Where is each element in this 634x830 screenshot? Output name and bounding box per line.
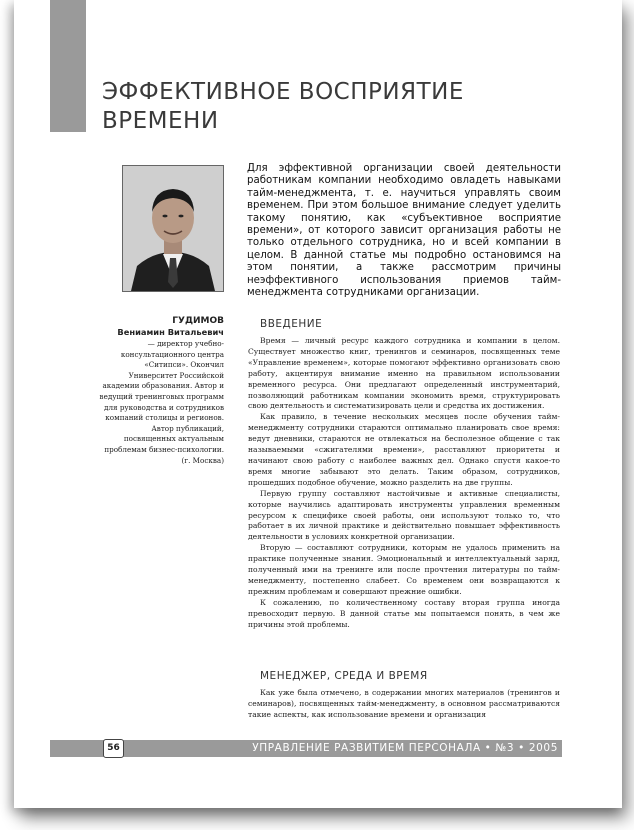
- header-tab: [50, 0, 86, 132]
- author-bio: — директор учебно-консультационного центра «Ситипси». Окончил Университет Российской академии образования. Автор и ведущий тренинговых программ для руководства и сотрудников компаний столицы и регионов. Автор публикаций, посвященных актуальным проблемам бизнес-психологии. (г. Москва): [99, 339, 224, 465]
- paragraph: Первую группу составляют настойчивые и активные специалисты, которые научились адаптировать инструменты управления временным ресурсом к специфике своей работы, они используют только то, что работает в их личной практике и действительно повышает эффективность деятельности в условиях конкретной организации.: [248, 488, 560, 542]
- section-heading-intro: ВВЕДЕНИЕ: [260, 318, 323, 330]
- magazine-page: [14, 0, 622, 808]
- article-title: ЭФФЕКТИВНОЕ ВОСПРИЯТИЕ ВРЕМЕНИ: [102, 79, 464, 134]
- article-lead: Для эффективной организации своей деятельности работникам компании необходимо овладеть навыками тайм-менеджмента, т. е. научиться управлять своим временем. При этом большое внимание следует уделить такому понятию, как «субъективное восприятие времени», от которого зависит организация работы не только отдельного сотрудника, но и всей компании в целом. В данной статье мы подробно остановимся на этом понятии, а также рассмотрим причины неэффективного использования приемов тайм-менеджмента сотрудниками организации.: [247, 163, 561, 299]
- page-number: 56: [103, 739, 124, 758]
- section-body-intro: [248, 336, 560, 630]
- section-body-manager: [248, 688, 560, 721]
- paragraph: Вторую — составляют сотрудники, которым не удалось применить на практике полученные знания. Эмоциональный и интеллектуальный заряд, полученный ими на тренинге или после прочтения литературы по тайм-менеджменту, постепенно слабеет. Со временем они возвращаются к прежним проблемам и совершают прежние ошибки.: [248, 543, 560, 596]
- author-surname: ГУДИМОВ: [172, 316, 224, 326]
- paragraph: Как уже была отмечено, в содержании многих материалов (тренингов и семинаров), посвященных тайм-менеджменту, в основном рассматриваются такие аспекты, как использование времени и организация: [248, 688, 560, 719]
- journal-title: УПРАВЛЕНИЕ РАЗВИТИЕМ ПЕРСОНАЛА • №3 • 2005: [252, 742, 558, 754]
- paragraph: К сожалению, по количественному составу вторая группа иногда превосходит первую. В данной статье мы попытаемся понять, в чем же причины этой проблемы.: [248, 597, 560, 629]
- author-photo: [122, 165, 224, 292]
- paragraph: Время — личный ресурс каждого сотрудника и компании в целом. Существует множество книг, тренингов и семинаров, посвященных теме «Управление временем», которые помогают эффективно организовать свою работу, акцентируя внимание именно на правильном использовании временного ресурса. Они предлагают определенный инструментарий, позволяющий работникам компании экономить время, структурировать свою деятельность и систематизировать цели и средства их достижения.: [248, 336, 560, 411]
- author-portrait-image: [123, 166, 223, 291]
- author-block: [98, 316, 224, 466]
- section-heading-manager: МЕНЕДЖЕР, СРЕДА И ВРЕМЯ: [260, 670, 428, 682]
- paragraph: Как правило, в течение нескольких месяцев после обучения тайм-менеджменту сотрудники стараются оптимально планировать свое время: ведут дневники, стараются не отвлекаться на бесполезное общение с так называемыми «сжигателями времени», расставляют приоритеты и начинают свою работу с наиболее важных дел. Однако спустя какое-то время многие забывают это делать. Таким образом, сотрудников, прошедших подобное обучение, можно разделить на две группы.: [248, 412, 560, 487]
- author-name: Вениамин Витальевич: [117, 327, 224, 337]
